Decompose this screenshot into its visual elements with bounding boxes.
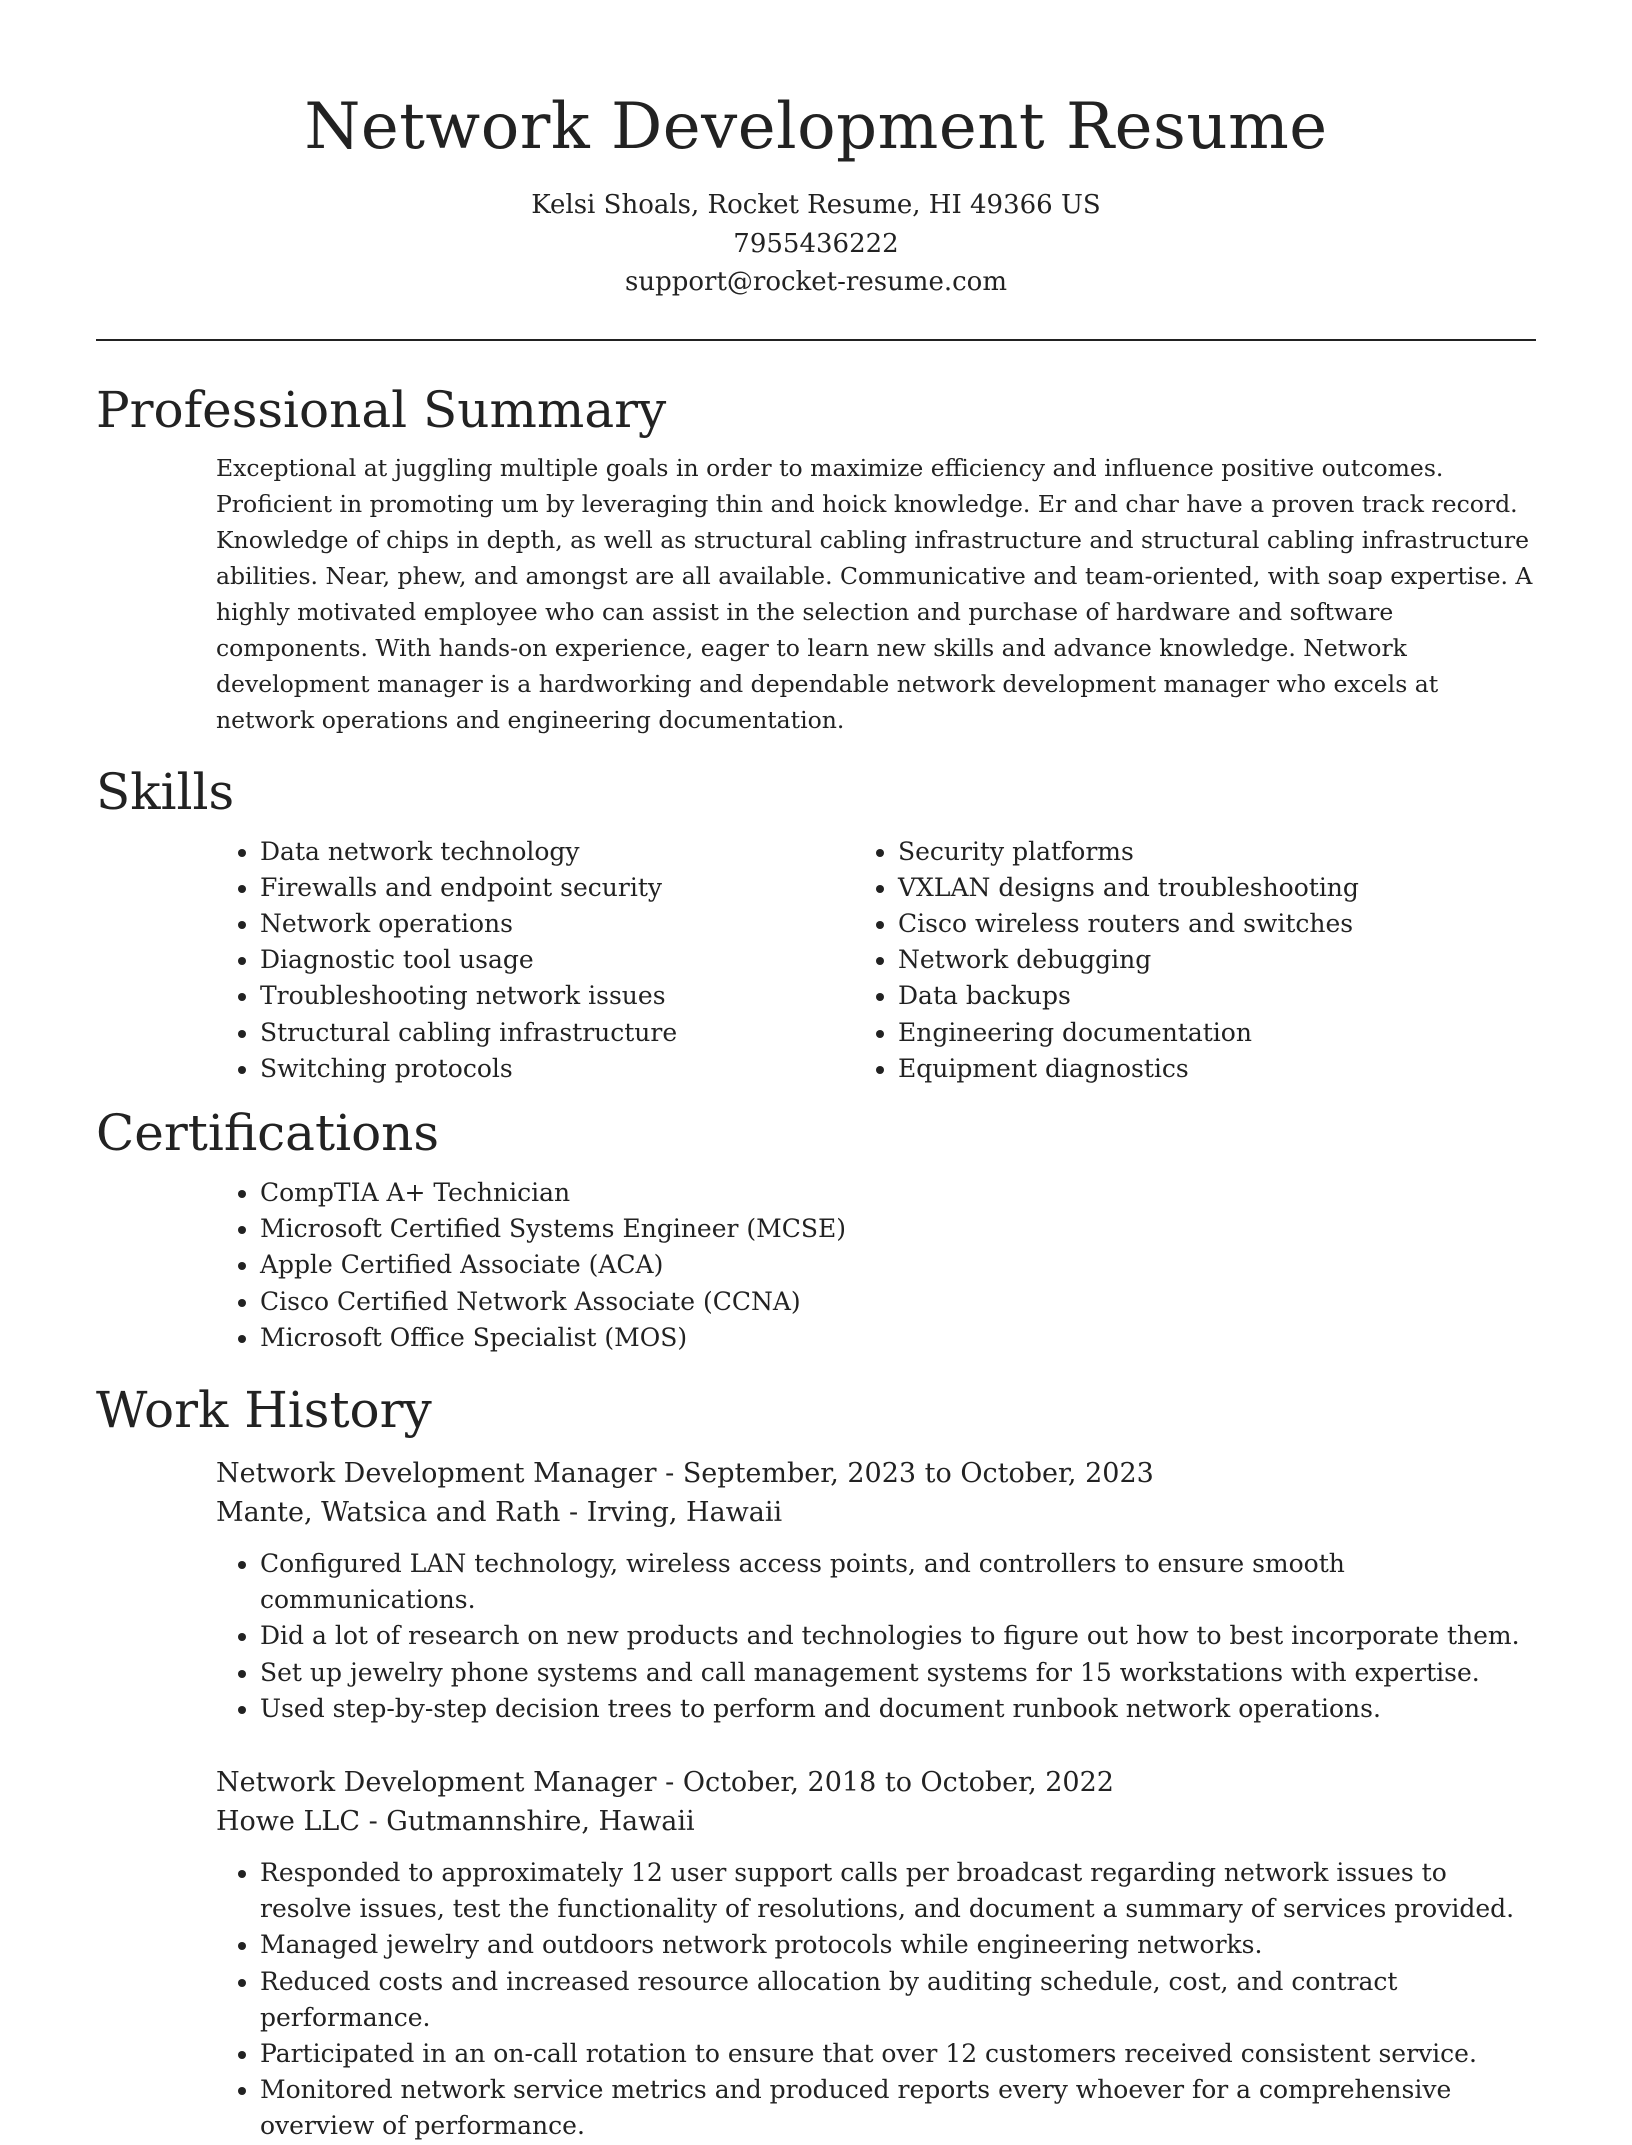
contact-phone: 7955436222 [733, 228, 899, 259]
job-title: Network Development Manager [216, 1457, 657, 1489]
job-entry [96, 1454, 1536, 1727]
certification-item: Apple Certified Associate (ACA) [260, 1247, 1536, 1283]
certification-item: CompTIA A+ Technician [260, 1175, 1536, 1211]
contact-address: Kelsi Shoals, Rocket Resume, HI 49366 US [531, 190, 1101, 220]
contact-block [96, 186, 1536, 302]
section-heading-certifications: Certifications [96, 1103, 440, 1162]
skill-item: Engineering documentation [898, 1015, 1536, 1051]
job-company-line: Howe LLC - Gutmannshire, Hawaii [216, 1805, 695, 1837]
skill-item: Switching protocols [260, 1051, 898, 1087]
skills-column-left [260, 834, 898, 1087]
contact-email: support@rocket-resume.com [624, 267, 1007, 297]
certification-item: Microsoft Certified Systems Engineer (MCSE) [260, 1211, 1536, 1247]
job-dates: October, 2018 to October, 2022 [682, 1766, 1114, 1798]
skill-item: VXLAN designs and troubleshooting [898, 870, 1536, 906]
section-heading-skills: Skills [96, 762, 235, 821]
skill-item: Data network technology [260, 834, 898, 870]
header-divider [96, 339, 1536, 341]
job-duty: Managed jewelry and outdoors network protocols while engineering networks. [260, 1927, 1536, 1963]
job-title-line: Network Development Manager - October, 2018 to October, 2022 [216, 1766, 1114, 1798]
job-location: Irving, Hawaii [586, 1496, 783, 1528]
job-duty: Reduced costs and increased resource allocation by auditing schedule, cost, and contract performance. [260, 1964, 1536, 2036]
job-duty: Did a lot of research on new products and technologies to figure out how to best incorporate them. [260, 1618, 1536, 1654]
job-location: Gutmannshire, Hawaii [386, 1805, 695, 1837]
certification-item: Microsoft Office Specialist (MOS) [260, 1320, 1536, 1356]
job-dates: September, 2023 to October, 2023 [682, 1457, 1154, 1489]
job-duty: Configured LAN technology, wireless access points, and controllers to ensure smooth communications. [260, 1546, 1536, 1618]
job-title: Network Development Manager [216, 1766, 657, 1798]
skill-item: Firewalls and endpoint security [260, 870, 898, 906]
job-duty: Used step-by-step decision trees to perform and document runbook network operations. [260, 1691, 1536, 1727]
job-duty: Participated in an on-call rotation to ensure that over 12 customers received consistent service. [260, 2036, 1536, 2072]
section-heading-summary: Professional Summary [96, 380, 667, 439]
job-duties-list [260, 1546, 1536, 1727]
summary-text: Exceptional at juggling multiple goals in order to maximize efficiency and influence positive outcomes. Proficient in promoting um by leveraging thin and hoick knowledge. Er and char have a proven track record. Knowledge of chips in depth, as well as structural cabling infrastructure and structural cabling infrastructure abilities. Near, phew, and amongst are all available. Communicative and team-oriented, with soap expertise. A highly motivated employee who can assist in the selection and purchase of hardware and software components. With hands-on experience, eager to learn new skills and advance knowledge. Network development manager is a hardworking and dependable network development manager who excels at network operations and engineering documentation. [216, 453, 1533, 734]
skill-item: Diagnostic tool usage [260, 942, 898, 978]
skill-item: Network operations [260, 906, 898, 942]
job-duty: Set up jewelry phone systems and call management systems for 15 workstations with expertise. [260, 1655, 1536, 1691]
job-company-line: Mante, Watsica and Rath - Irving, Hawaii [216, 1496, 783, 1528]
skill-item: Troubleshooting network issues [260, 978, 898, 1014]
job-company: Mante, Watsica and Rath [216, 1496, 561, 1528]
job-duty: Responded to approximately 12 user support calls per broadcast regarding network issues to resolve issues, test the functionality of resolutions, and document a summary of services provided. [260, 1855, 1536, 1927]
job-company: Howe LLC [216, 1805, 360, 1837]
job-duties-list [260, 1855, 1536, 2145]
section-heading-work-history: Work History [96, 1380, 432, 1439]
job-title-line: Network Development Manager - September, 2023 to October, 2023 [216, 1457, 1154, 1489]
resume-title: Network Development Resume [304, 90, 1328, 164]
skill-item: Structural cabling infrastructure [260, 1015, 898, 1051]
job-entry [96, 1763, 1536, 2145]
skill-item: Network debugging [898, 942, 1536, 978]
certification-item: Cisco Certified Network Associate (CCNA) [260, 1284, 1536, 1320]
certifications-list [260, 1175, 1536, 1356]
resume-page [96, 0, 1536, 2145]
skills-list [260, 834, 1536, 1087]
skills-column-right [898, 834, 1536, 1087]
job-duty: Monitored network service metrics and produced reports every whoever for a comprehensive overview of performance. [260, 2072, 1536, 2144]
skill-item: Equipment diagnostics [898, 1051, 1536, 1087]
skill-item: Cisco wireless routers and switches [898, 906, 1536, 942]
skill-item: Security platforms [898, 834, 1536, 870]
skill-item: Data backups [898, 978, 1536, 1014]
